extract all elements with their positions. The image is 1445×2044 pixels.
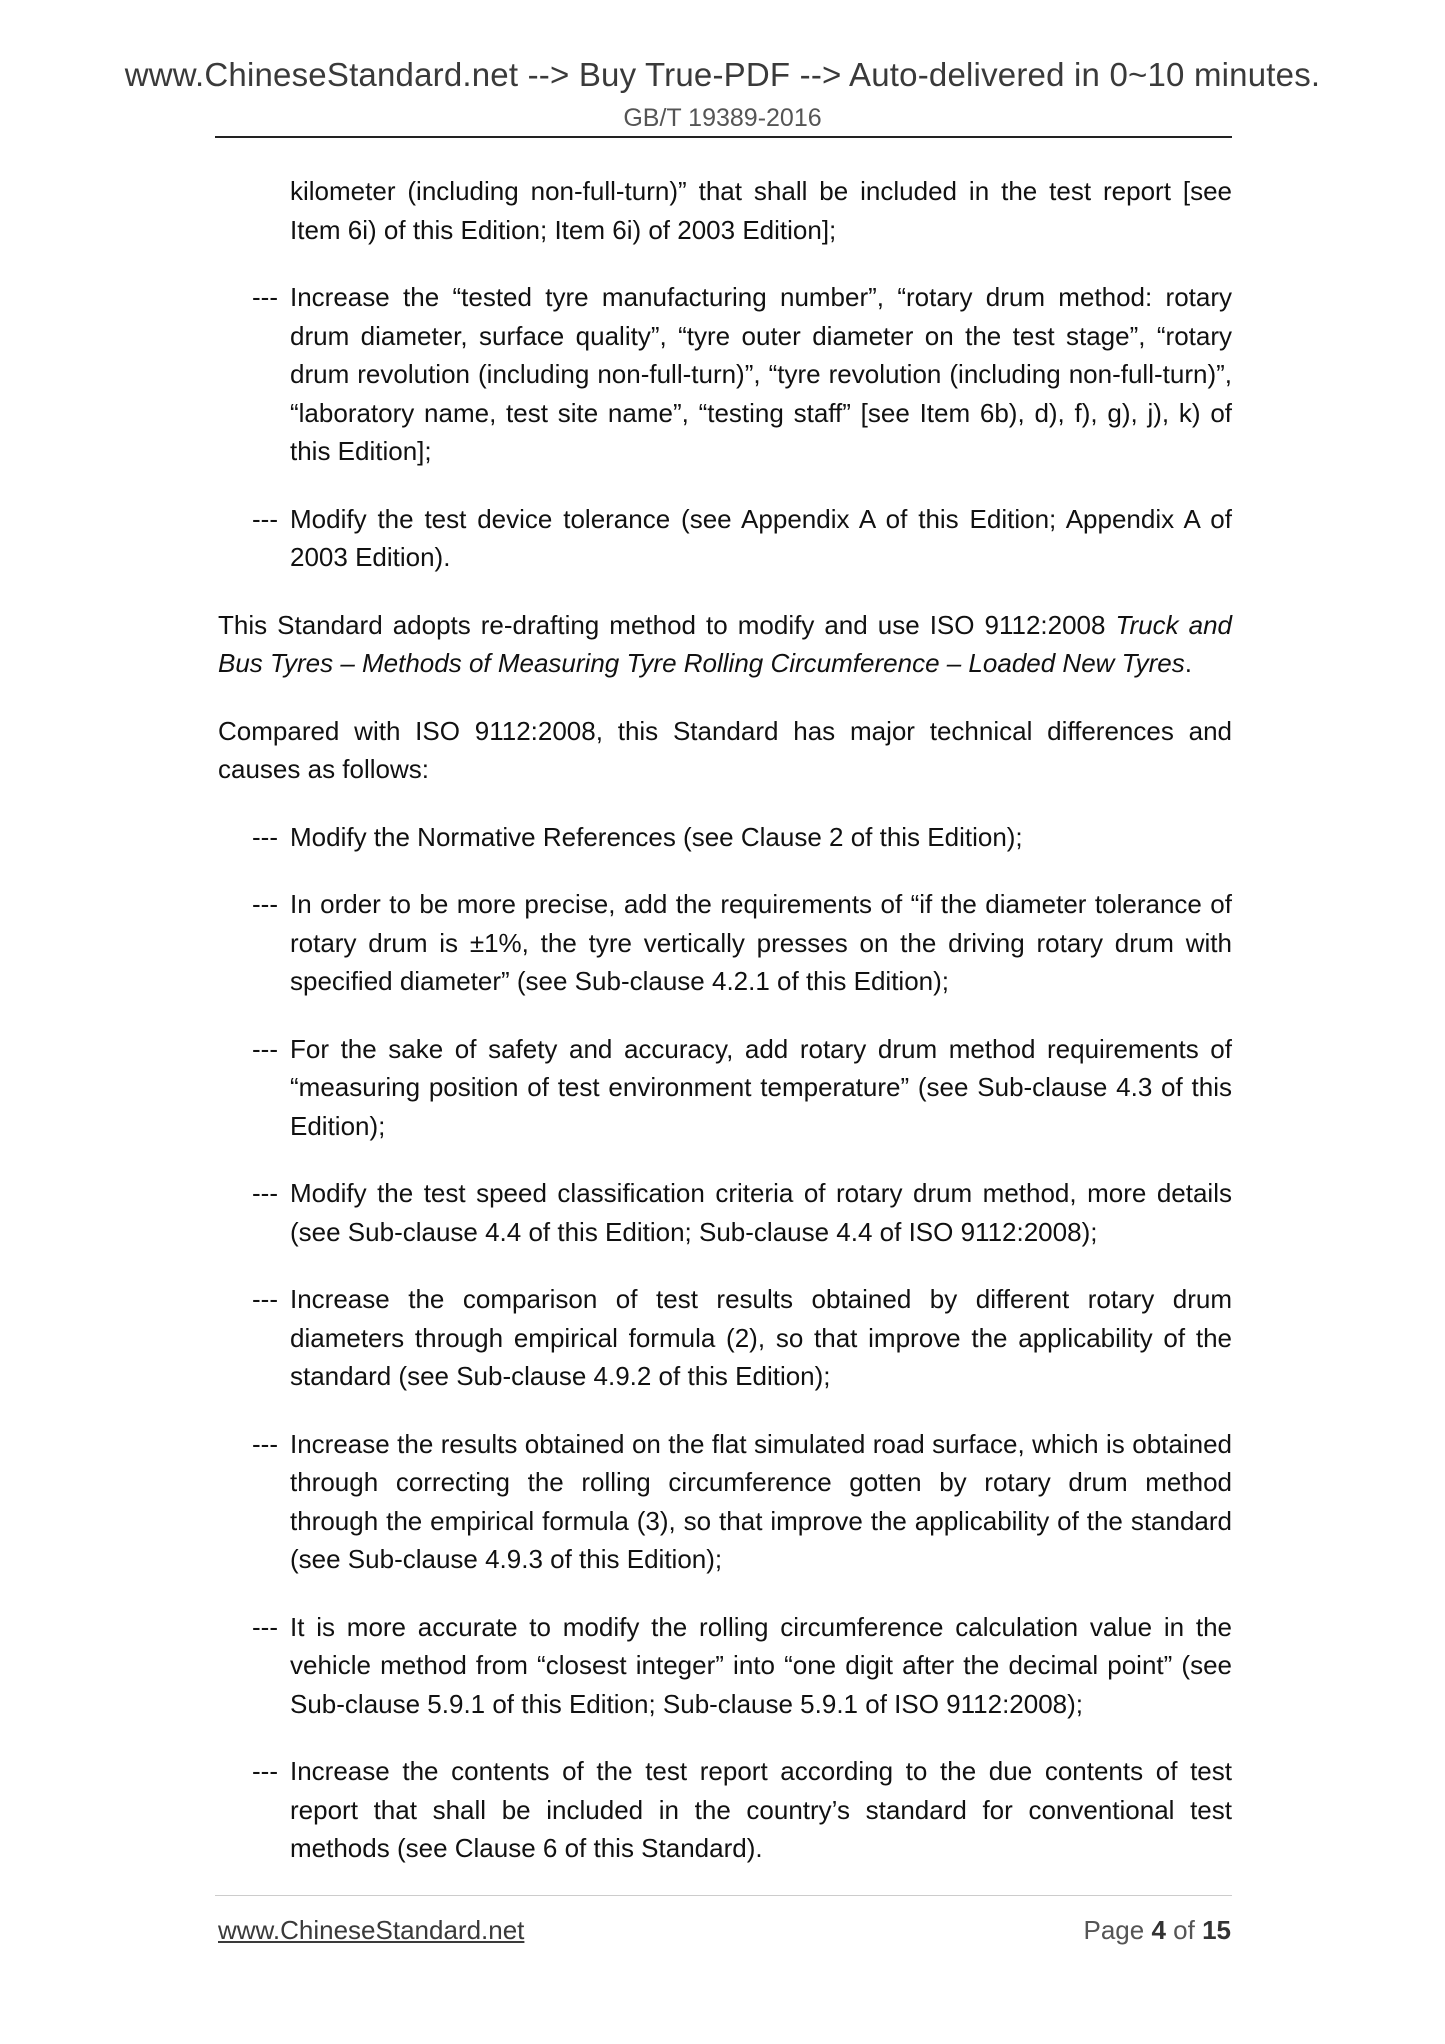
list-item: [218, 1030, 1232, 1146]
list-item: [218, 818, 1232, 857]
continued-list-item: [218, 172, 1232, 249]
list-item-text: Increase the comparison of test results obtained by different rotary drum diameters through empirical formula (2), so that improve the applicability of the standard (see Sub-clause 4.9.2 of this Edition);: [290, 1284, 1232, 1391]
list-item-text: Modify the test speed classification criteria of rotary drum method, more details (see Sub-clause 4.4 of this Edition; Sub-clause 4.4 of ISO 9112:2008);: [290, 1178, 1232, 1247]
list-item: [218, 500, 1232, 577]
page-of: of: [1173, 1915, 1195, 1945]
list-dash: ---: [252, 821, 278, 852]
adoption-end: .: [1184, 648, 1192, 678]
list-dash: ---: [252, 1611, 278, 1642]
list-item: [218, 1425, 1232, 1579]
standard-code: GB/T 19389-2016: [623, 104, 822, 132]
header-divider: [215, 136, 1232, 138]
adoption-lead: This Standard adopts re-drafting method to modify and use ISO 9112:2008: [218, 609, 1116, 640]
list-dash: ---: [252, 282, 278, 312]
page-current: 4: [1151, 1915, 1166, 1945]
list-item-text: Increase the contents of the test report according to the due contents of test report that shall be included in the country’s standard for conventional test methods (see Clause 6 of this Standard).: [290, 1756, 1232, 1863]
list-item-text: In order to be more precise, add the requirements of “if the diameter tolerance of rotary drum is ±1%, the tyre vertically presses on the driving rotary drum with specified diameter” (see Sub-clause 4.2.1 of this Edition);: [290, 889, 1232, 996]
list-dash: ---: [252, 1756, 278, 1786]
list-item: [218, 1280, 1232, 1396]
header-banner: www.ChineseStandard.net --> Buy True-PDF --> Auto-delivered in 0~10 minutes.: [124, 56, 1321, 93]
list-item-text: For the sake of safety and accuracy, add rotary drum method requirements of “measuring position of test environment temperature” (see Sub-clause 4.3 of this Edition);: [290, 1033, 1232, 1141]
list-dash: ---: [252, 503, 278, 534]
document-body: [218, 172, 1232, 1897]
footer-site-link[interactable]: www.ChineseStandard.net: [218, 1915, 525, 1945]
list-item: [218, 278, 1232, 471]
list-item-text: Modify the test device tolerance (see Appendix A of this Edition; Appendix A of 2003 Edition).: [290, 503, 1232, 572]
list-item-text: It is more accurate to modify the rolling circumference calculation value in the vehicle method from “closest integer” into “one digit after the decimal point” (see Sub-clause 5.9.1 of this Edition; Sub-clause 5.9.1 of ISO 9112:2008);: [290, 1611, 1232, 1719]
list-item-text: kilometer (including non-full-turn)” that shall be included in the test report [see Item 6i) of this Edition; Item 6i) of 2003 Edition];: [290, 176, 1232, 245]
list-item-text: Increase the “tested tyre manufacturing number”, “rotary drum method: rotary drum diameter, surface quality”, “tyre outer diameter on the test stage”, “rotary drum revolution (including non-full-turn)”, “tyre revolution (including non-full-turn)”, “laboratory name, test site name”, “testing staff” [see Item 6b), d), f), g), j), k) of this Edition];: [290, 282, 1232, 466]
list-dash: ---: [252, 1428, 278, 1459]
adoption-paragraph: [218, 606, 1232, 683]
list-item: [218, 1608, 1232, 1724]
list-item: [218, 885, 1232, 1001]
page-word: Page: [1083, 1915, 1145, 1945]
list-item-text: Increase the results obtained on the flat simulated road surface, which is obtained through correcting the rolling circumference gotten by rotary drum method through the empirical formula (3), so that improve the applicability of the standard (see Sub-clause 4.9.3 of this Edition);: [290, 1428, 1232, 1574]
page-total: 15: [1202, 1915, 1231, 1945]
iso-title: Truck and Bus Tyres – Methods of Measuring Tyre Rolling Circumference – Loaded New Tyres: [218, 609, 1232, 678]
list-item-text: Modify the Normative References (see Clause 2 of this Edition);: [290, 821, 1023, 852]
list-dash: ---: [252, 1284, 278, 1314]
list-dash: ---: [252, 1033, 278, 1064]
page-number: [1083, 1915, 1231, 1946]
list-item: [218, 1752, 1232, 1868]
list-dash: ---: [252, 889, 278, 919]
comparison-intro: Compared with ISO 9112:2008, this Standard has major technical differences and causes as follows:: [218, 715, 1232, 784]
list-dash: ---: [252, 1178, 278, 1208]
footer-divider: [215, 1895, 1232, 1896]
list-item: [218, 1174, 1232, 1251]
